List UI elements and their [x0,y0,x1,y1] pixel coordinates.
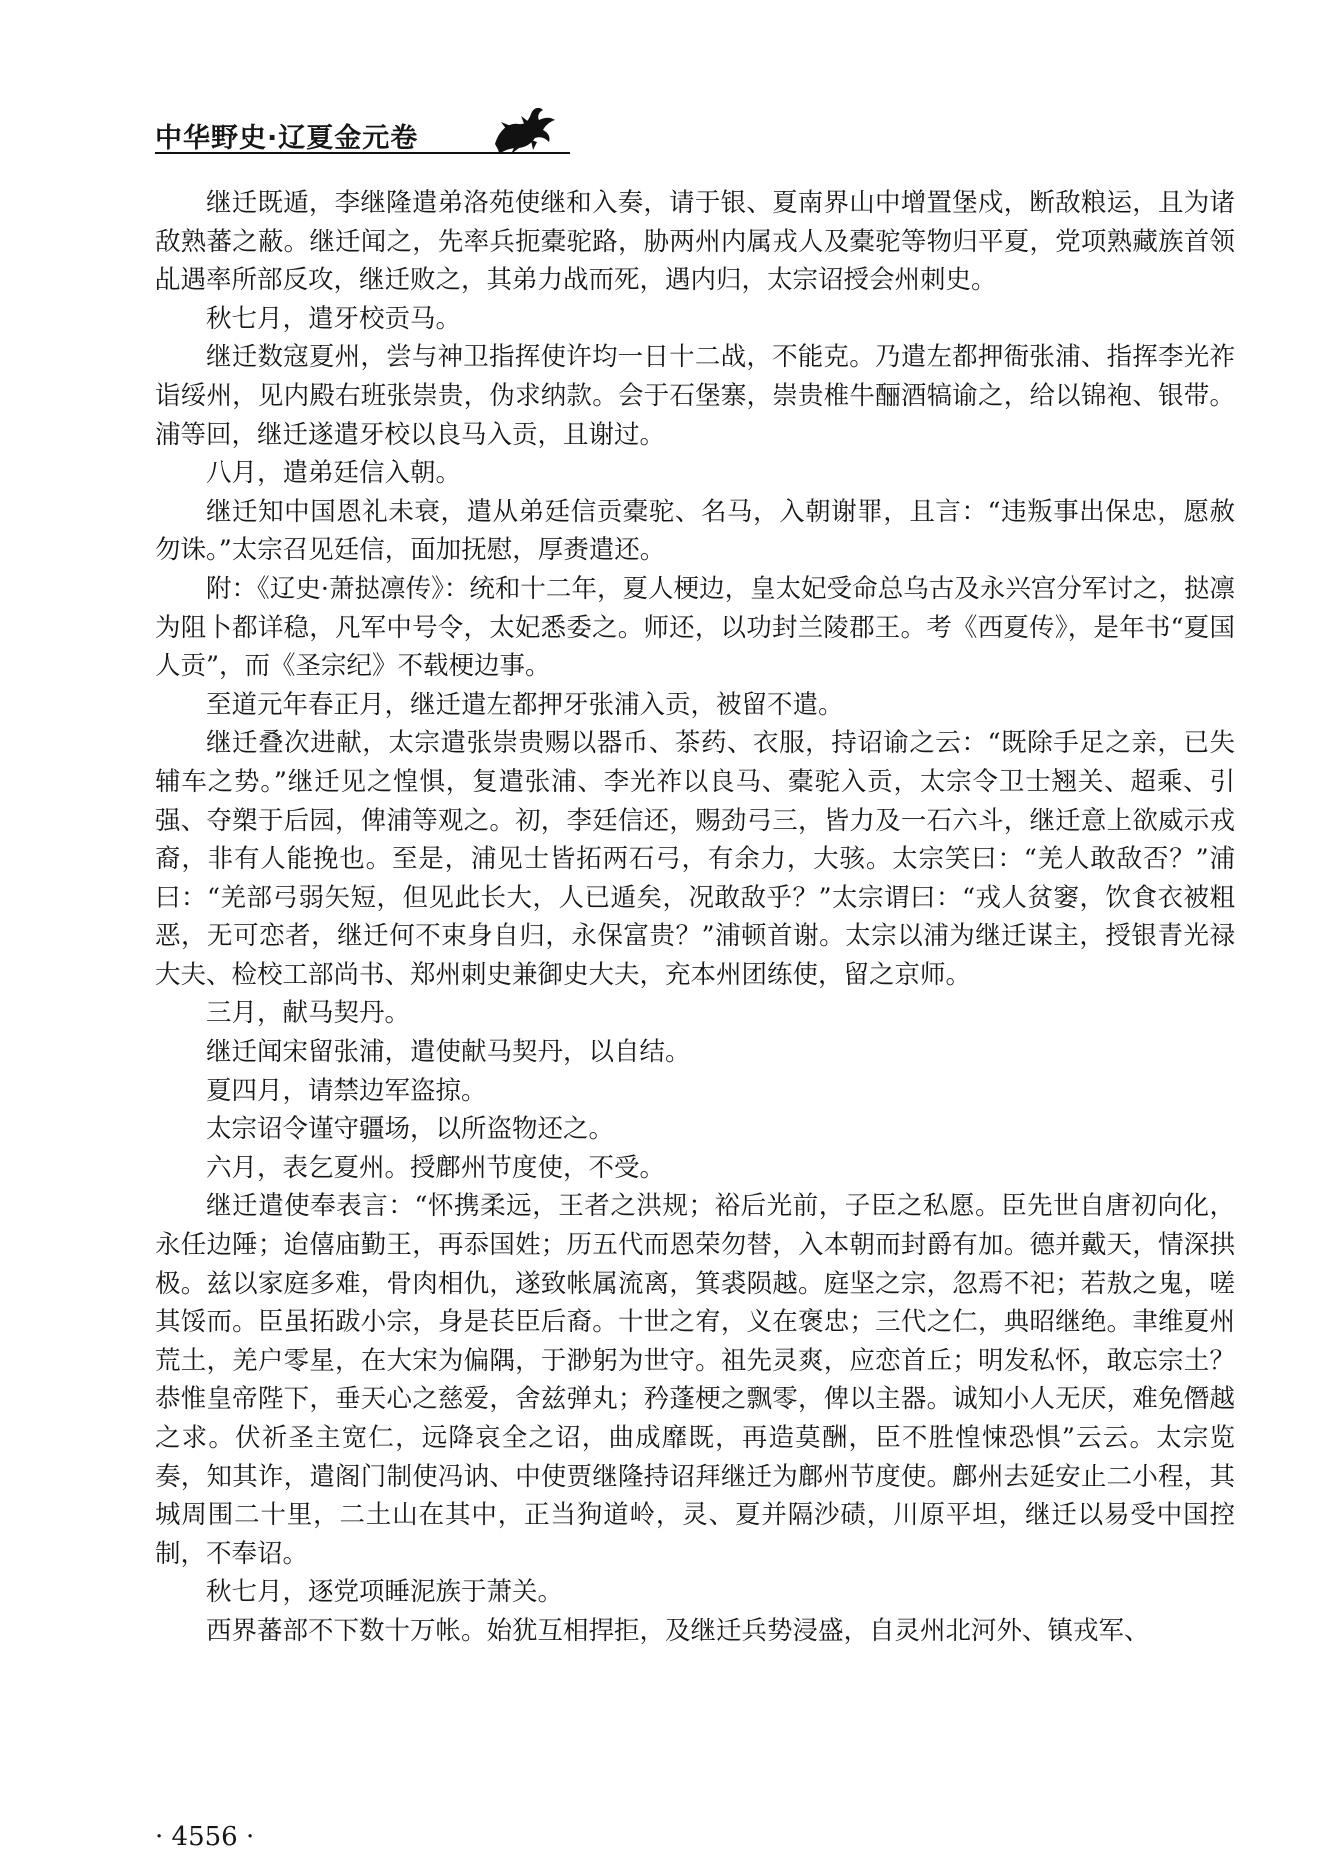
paragraph: 继迁知中国恩礼未衰，遣从弟廷信贡橐驼、名马，入朝谢罪，且言：“违叛事出保忠，愿赦勿诛。”太宗召见廷信，面加抚慰，厚赉遣还。 [155,496,1235,566]
paragraph: 继迁既遁，李继隆遣弟洛苑使继和入奏，请于银、夏南界山中增置堡戍，断敌粮运，且为诸敌熟蕃之蔽。继迁闻之，先率兵扼橐驼路，胁两州内属戎人及橐驼等物归平夏，党项熟藏族首领乩遇率所部反攻，继迁败之，其弟力战而死，遇内归，太宗诏授会州刺史。 [155,188,1235,296]
paragraph: 八月，遣弟廷信入朝。 [206,458,462,489]
paragraph: 六月，表乞夏州。授鄜州节度使，不受。 [206,1152,666,1183]
paragraph: 附：《辽史·萧挞凛传》：统和十二年，夏人梗边，皇太妃受命总乌古及永兴宫分军讨之，挞凛为阻卜都详稳，凡军中号令，太妃悉委之。师还，以功封兰陵郡王。考《西夏传》，是年书“夏国人贡”，而《圣宗纪》不载梗边事。 [155,573,1235,682]
paragraph: 秋七月，逐党项睡泥族于萧关。 [206,1577,564,1608]
paragraph: 继迁叠次进献，太宗遣张崇贵赐以器币、茶药、衣服，持诏谕之云：“既除手足之亲，已失辅车之势。”继迁见之惶惧，复遣张浦、李光祚以良马、橐驼入贡，太宗令卫士翘关、超乘、引强、夺槊于后园，俾浦等观之。初，李廷信还，赐劲弓三，皆力及一石六斗，继迁意上欲威示戎裔，非有人能挽也。至是，浦见士皆拓两石弓，有余力，大骇。太宗笑曰：“羌人敢敌否？”浦曰：“羌部弓弱矢短，但见此长大，人已遁矣，况敢敌乎？”太宗谓曰：“戎人贫窭，饮食衣被粗恶，无可恋者，继迁何不束身自归，永保富贵？”浦顿首谢。太宗以浦为继迁谋主，授银青光禄大夫、检校工部尚书、郑州刺史兼御史大夫，充本州团练使，留之京师。 [155,728,1235,990]
header-rule [155,152,570,154]
paragraph: 继迁数寇夏州，尝与神卫指挥使许均一日十二战，不能克。乃遣左都押衙张浦、指挥李光祚诣绥州，见内殿右班张崇贵，伪求纳款。会于石堡寨，崇贵椎牛酾酒犒谕之，给以锦袍、银带。浦等回，继迁遂遣牙校以良马入贡，且谢过。 [155,342,1235,450]
paragraph: 夏四月，请禁边军盗掠。 [206,1075,487,1106]
paragraph: 秋七月，遣牙校贡马。 [206,303,462,334]
paragraph: 西界蕃部不下数十万帐。始犹互相捍拒，及继迁兵势浸盛，自灵州北河外、镇戎军、 [206,1615,1150,1646]
book-title: 中华野史·辽夏金元卷 [155,123,419,154]
paragraph: 至道元年春正月，继迁遣左都押牙张浦入贡，被留不遣。 [206,689,844,720]
dragon-icon [485,100,565,156]
paragraph: 三月，献马契丹。 [206,998,411,1029]
running-header [155,96,570,168]
body-text [155,184,1235,1651]
paragraph: 继迁闻宋留张浦，遣使献马契丹，以自结。 [206,1037,691,1068]
paragraph: 太宗诏令谨守疆场，以所盗物还之。 [206,1114,615,1145]
page-number: · 4556 · [155,1822,255,1852]
paragraph: 继迁遣使奉表言：“怀携柔远，王者之洪规；裕后光前，子臣之私愿。臣先世自唐初向化，永任边陲；迨僖庙勤王，再忝国姓；历五代而恩荣勿替，入本朝而封爵有加。德并戴天，情深拱极。兹以家庭多难，骨肉相仇，遂致帐属流离，箕裘陨越。庭坚之宗，忽焉不祀；若敖之鬼，嗟其馁而。臣虽拓跋小宗，身是苌臣后裔。十世之宥，义在褒忠；三代之仁，典昭继绝。聿维夏州荒土，羌户零星，在大宋为偏隅，于渺躬为世守。祖先灵爽，应恋首丘；明发私怀，敢忘宗土？恭惟皇帝陛下，垂天心之慈爱，舍兹弹丸；矜蓬梗之飘零，俾以主器。诚知小人无厌，难免僭越之求。伏祈圣主宽仁，远降哀全之诏，曲成靡既，再造莫酬，臣不胜惶悚恐惧”云云。太宗览奏，知其诈，遣阁门制使冯讷、中使贾继隆持诏拜继迁为鄜州节度使。鄜州去延安止二小程，其城周围二十里，二土山在其中，正当狗道岭，灵、夏并隔沙碛，川原平坦，继迁以易受中国控制，不奉诏。 [155,1191,1235,1569]
